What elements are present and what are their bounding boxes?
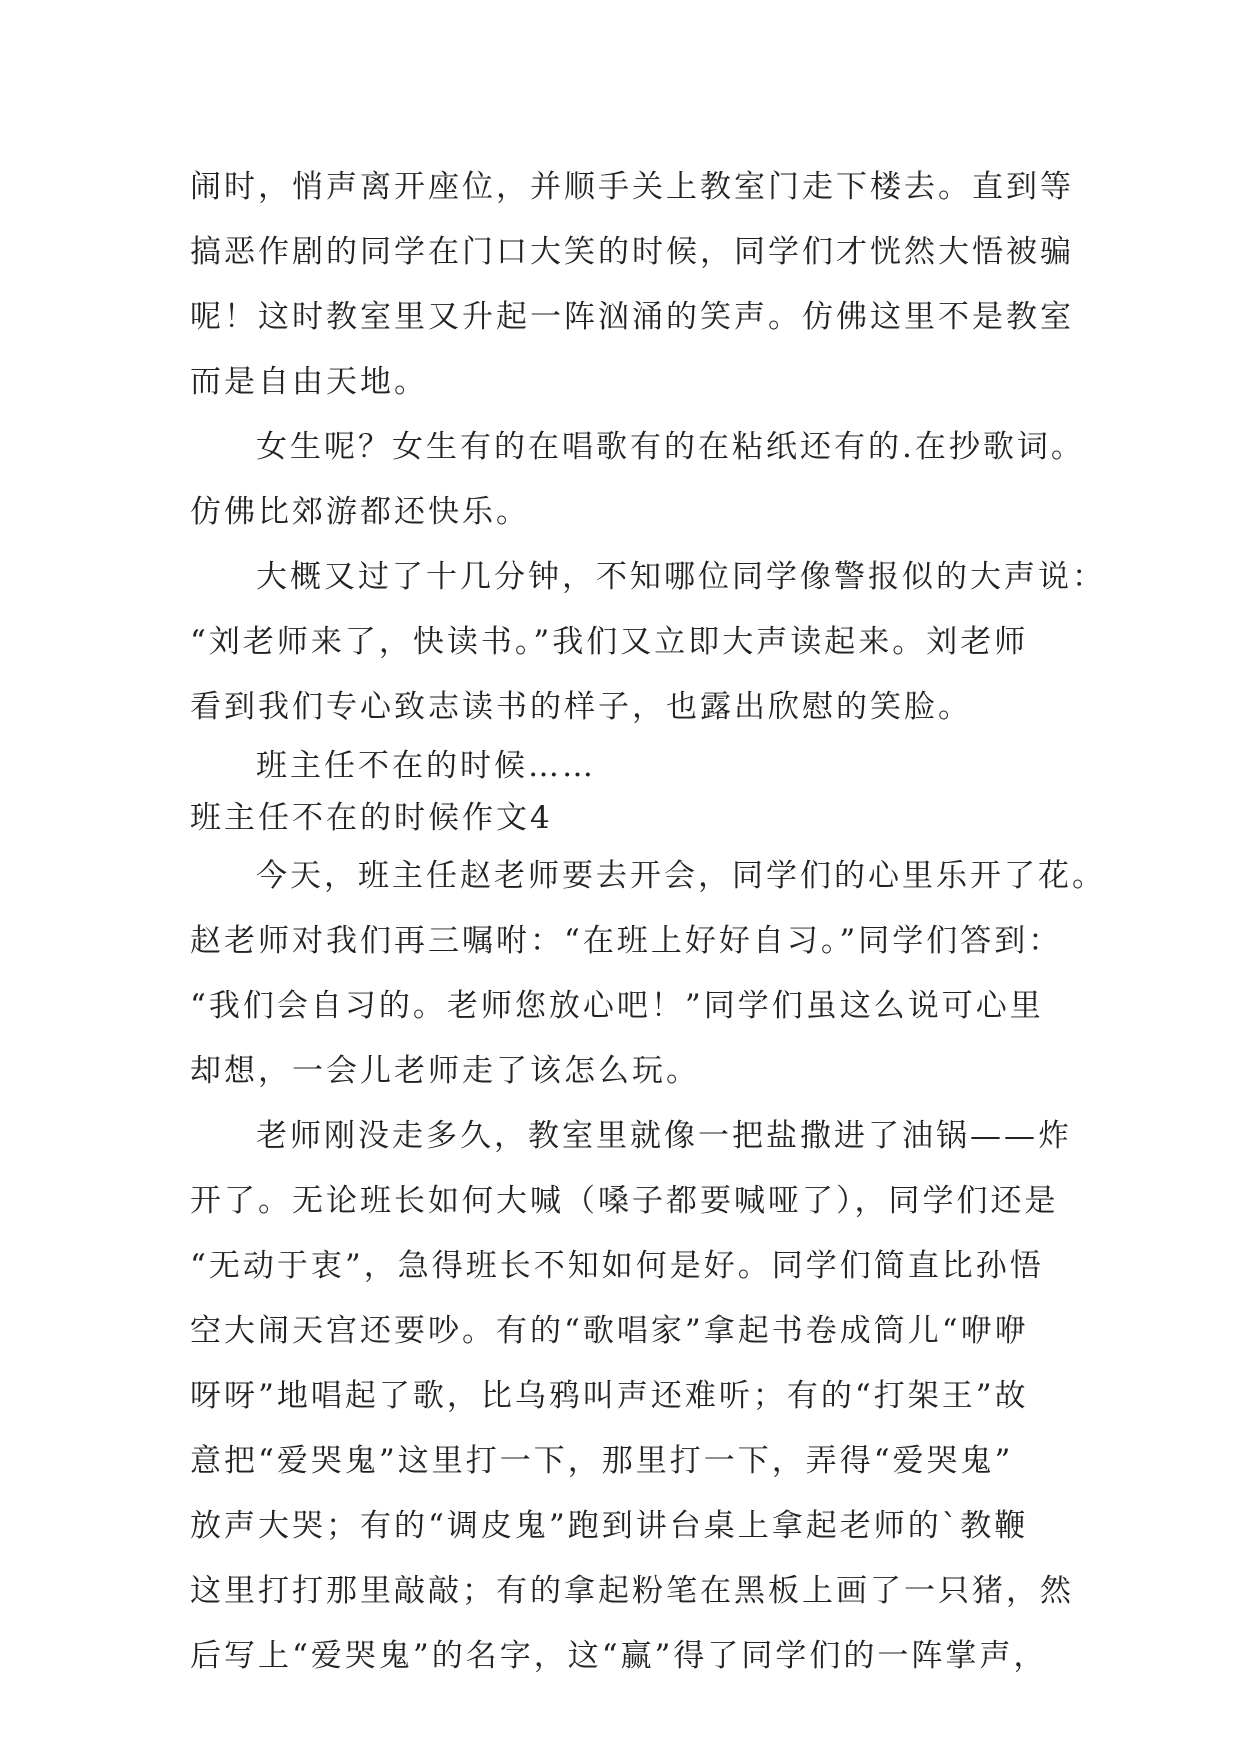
text-line: “无动于衷”，急得班长不知如何是好。同学们简直比孙悟 [190, 1248, 1044, 1284]
text-line: 后写上“爱哭鬼”的名字，这“赢”得了同学们的一阵掌声， [190, 1638, 1048, 1674]
text-line: 意把“爱哭鬼”这里打一下，那里打一下，弄得“爱哭鬼” [190, 1443, 1014, 1479]
section-heading: 班主任不在的时候作文4 [190, 800, 553, 836]
text-line: 仿佛比郊游都还快乐。 [190, 494, 530, 530]
text-line: 而是自由天地。 [190, 364, 428, 400]
paragraph-start: 女生呢？女生有的在唱歌有的在粘纸还有的.在抄歌词。 [256, 429, 1085, 465]
text-line: 呀呀”地唱起了歌，比乌鸦叫声还难听；有的“打架王”故 [190, 1378, 1029, 1414]
text-line: 搞恶作剧的同学在门口大笑的时候，同学们才恍然大悟被骗 [190, 234, 1074, 270]
text-line: 放声大哭；有的“调皮鬼”跑到讲台桌上拿起老师的`教鞭 [190, 1508, 1029, 1544]
text-line: 闹时，悄声离开座位，并顺手关上教室门走下楼去。直到等 [190, 169, 1074, 205]
paragraph-start: 大概又过了十几分钟，不知哪位同学像警报似的大声说： [256, 559, 1106, 595]
text-line: 空大闹天宫还要吵。有的“歌唱家”拿起书卷成筒儿“咿咿 [190, 1313, 1029, 1349]
paragraph-start: 老师刚没走多久，教室里就像一把盐撒进了油锅——炸 [256, 1118, 1072, 1154]
text-line: “刘老师来了，快读书。”我们又立即大声读起来。刘老师 [190, 624, 1029, 660]
paragraph-start: 今天，班主任赵老师要去开会，同学们的心里乐开了花。 [256, 858, 1106, 894]
text-line: 却想，一会儿老师走了该怎么玩。 [190, 1053, 700, 1089]
text-line: 呢！这时教室里又升起一阵汹涌的笑声。仿佛这里不是教室 [190, 299, 1074, 335]
text-line: “我们会自习的。老师您放心吧！”同学们虽这么说可心里 [190, 988, 1044, 1024]
text-line: 开了。无论班长如何大喊（嗓子都要喊哑了），同学们还是 [190, 1183, 1059, 1219]
text-line: 这里打打那里敲敲；有的拿起粉笔在黑板上画了一只猪，然 [190, 1573, 1074, 1609]
paragraph-start: 班主任不在的时候…… [256, 748, 596, 784]
text-line: 看到我们专心致志读书的样子，也露出欣慰的笑脸。 [190, 689, 972, 725]
document-body [190, 155, 1106, 1689]
text-line: 赵老师对我们再三嘱咐：“在班上好好自习。”同学们答到： [190, 923, 1063, 959]
